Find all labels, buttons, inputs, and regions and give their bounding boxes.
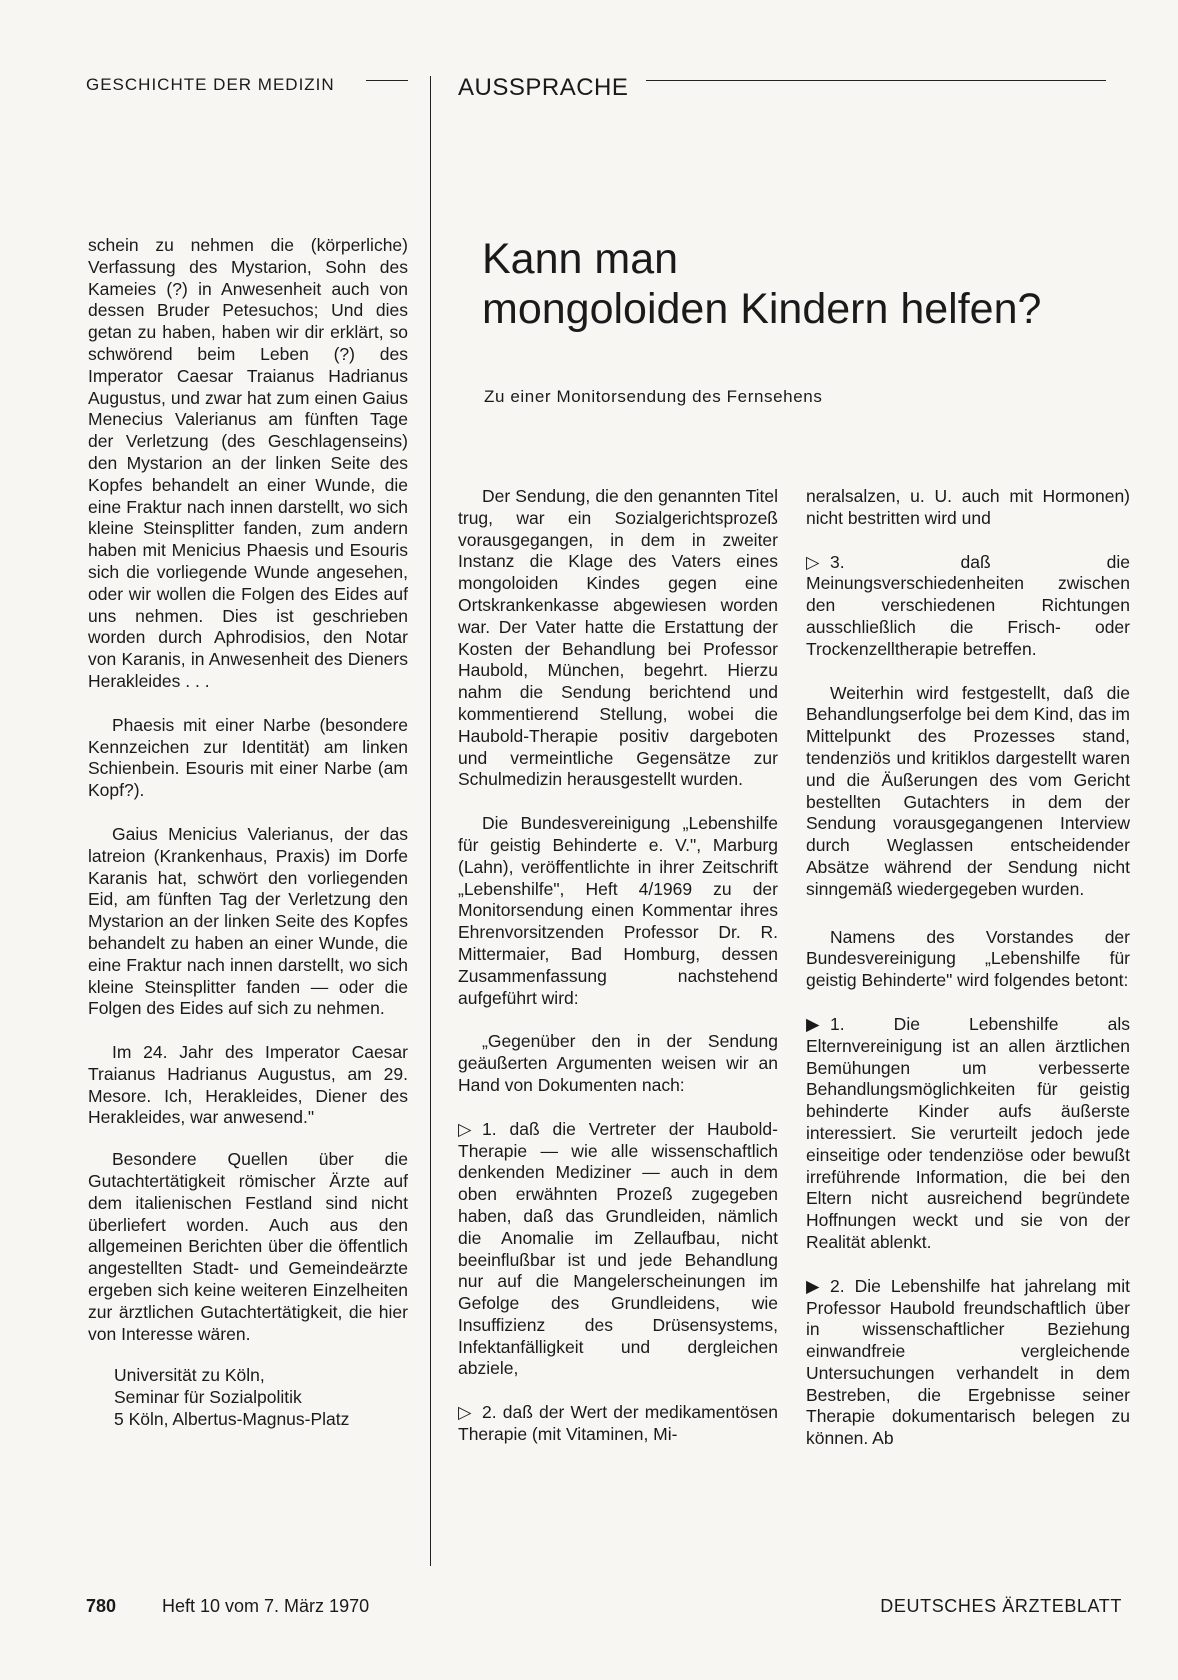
header-rule-left xyxy=(366,80,408,81)
list-item xyxy=(458,1119,778,1381)
column-divider xyxy=(430,76,431,1566)
header-rule-right xyxy=(646,80,1106,81)
list-item xyxy=(806,552,1130,661)
right-column xyxy=(806,486,1130,1450)
paragraph: „Gegenüber den in der Sendung geäußerten Argumenten weisen wir an Hand von Dokumenten nach: xyxy=(458,1031,778,1095)
article-title xyxy=(482,234,1122,334)
address-line: 5 Köln, Albertus-Magnus-Platz xyxy=(114,1409,350,1430)
paragraph: Weiterhin wird festgestellt, daß die Behandlungserfolge bei dem Kind, das im Mittelpunkt des Prozesses stand, tendenziös und kritiklos dargestellt waren und die Äußerungen des vom Gericht bestellten Gutachters in dem der Sendung vorausgegangenen Interview durch Weglassen entscheidender Absätze während der Sendung nicht sinngemäß wiedergegeben wurden. xyxy=(806,682,1130,899)
outline-triangle-icon: ▷ xyxy=(806,551,820,572)
address-line: Universität zu Köln, xyxy=(114,1365,265,1386)
list-item-text: 2. Die Lebenshilfe hat jahrelang mit Professor Haubold freundschaftlich über in wissenschaftlicher Beziehung einwandfreie vergleichende Untersuchungen verhandelt in dem Bestreben, die Ergebnisse seiner Therapie dokumentarisch belegen zu können. Ab xyxy=(806,1275,1130,1449)
address-line: Seminar für Sozialpolitik xyxy=(114,1387,302,1408)
paragraph: neralsalzen, u. U. auch mit Hormonen) nicht bestritten wird und xyxy=(806,486,1130,528)
paragraph: Gaius Menicius Valerianus, der das latreion (Krankenhaus, Praxis) im Dorfe Karanis hat, schwört den vorliegenden Eid, am fünften Tag der Verletzung den Mystarion an der linken Seite des Kopfes behandelt zu haben an einer Wunde, die eine Fraktur nach innen darstellt, wo sich kleine Steinsplitter fanden — oder die Folgen des Eides auf sich zu nehmen. xyxy=(88,823,408,1019)
author-address xyxy=(88,1365,408,1430)
paragraph: Phaesis mit einer Narbe (besondere Kennzeichen zur Identität) am linken Schienbein. Esouris mit einer Narbe (am Kopf?). xyxy=(88,714,408,801)
solid-triangle-icon: ▶ xyxy=(806,1275,820,1296)
title-line: Kann man xyxy=(482,235,679,283)
paragraph: Der Sendung, die den genannten Titel trug, war ein Sozialgerichtsprozeß vorausgegangen, in dem in zweiter Instanz die Klage des Vaters eines mongoloiden Kindes gegen eine Ortskrankenkasse abgewiesen worden war. Der Vater hatte die Erstattung der Kosten der Behandlung bei Professor Haubold, München, begehrt. Hierzu nahm die Sendung berichtend und kommentierend Stellung, wobei die Haubold-Therapie positiv dargeboten und vermeintliche Gegensätze zur Schulmedizin herausgestellt wurden. xyxy=(458,486,778,790)
list-item-text: 3. daß die Meinungsverschiedenheiten zwischen den verschiedenen Richtungen ausschließlich die Frisch- oder Trockenzelltherapie betreffen. xyxy=(806,551,1130,659)
list-item-text: 2. daß der Wert der medikamentösen Therapie (mit Vitaminen, Mi- xyxy=(458,1402,778,1445)
list-item xyxy=(806,1014,1130,1254)
outline-triangle-icon: ▷ xyxy=(458,1118,472,1139)
list-item xyxy=(458,1402,778,1446)
solid-triangle-icon: ▶ xyxy=(806,1013,820,1034)
section-heading-history-of-medicine: GESCHICHTE DER MEDIZIN xyxy=(86,75,335,94)
left-column xyxy=(88,235,408,1431)
paragraph: schein zu nehmen die (körperliche) Verfassung des Mystarion, Sohn des Kameies (?) in Anwesenheit auch von dessen Bruder Petesuchos; Und dies getan zu haben, haben wir dir erklärt, so schwörend beim Leben (?) des Imperator Caesar Traianus Hadrianus Augustus, und zwar hat zum einen Gaius Menecius Valerianus am fünften Tage der Verletzung (des Geschlagenseins) den Mystarion an der linken Seite des Kopfes behandelt an einer Wunde, die eine Fraktur nach innen darstellt, wo sich kleine Steinsplitter fanden, zum andern haben mit Menicius Phaesis und Esouris sich die vorliegende Wunde angesehen, oder wir wollen die Folgen des Eides auf uns nehmen. Dies ist geschrieben worden durch Aphrodisios, den Notar von Karanis, in Anwesenheit des Dieners Herakleides . . . xyxy=(88,235,408,691)
page-number: 780 xyxy=(86,1596,117,1616)
issue-info: Heft 10 vom 7. März 1970 xyxy=(162,1596,370,1616)
magazine-name: DEUTSCHES ÄRZTEBLATT xyxy=(880,1596,1122,1616)
list-item-text: 1. daß die Vertreter der Haubold-Therapie — wie alle wissenschaftlich denkenden Mediziner — auch in dem oben erwähnten Prozeß zugegeben haben, daß das Grundleiden, nämlich die Anomalie im Zellaufbau, nicht beeinflußbar ist und jede Behandlung nur auf die Mangelerscheinungen im Gefolge des Grundleidens, wie Insuffizienz des Drüsensystems, Infektanfälligkeit und dergleichen abziele, xyxy=(458,1118,778,1379)
paragraph: Namens des Vorstandes der Bundesvereinigung „Lebenshilfe für geistig Behinderte" wird folgendes betont: xyxy=(806,926,1130,991)
article-subtitle: Zu einer Monitorsendung des Fernsehens xyxy=(484,387,823,406)
title-line: mongoloiden Kindern helfen? xyxy=(482,285,1042,333)
paragraph: Besondere Quellen über die Gutachtertätigkeit römischer Ärzte auf dem italienischen Festland sind nicht überliefert worden. Auch aus den allgemeinen Berichten über die öffentlich angestellten Stadt- und Gemeindeärzte ergeben sich keine weiteren Einzelheiten zur ärztlichen Gutachtertätigkeit, die hier von Interesse wären. xyxy=(88,1149,408,1344)
list-item xyxy=(806,1276,1130,1450)
paragraph: Die Bundesvereinigung „Lebenshilfe für geistig Behinderte e. V.", Marburg (Lahn), veröffentlichte in ihrer Zeitschrift „Lebenshilfe", Heft 4/1969 zu der Monitorsendung einen Kommentar ihres Ehrenvorsitzenden Professor Dr. R. Mittermaier, Bad Homburg, dessen Zusammenfassung nachstehend aufgeführt wird: xyxy=(458,813,778,1008)
section-heading-discussion: AUSSPRACHE xyxy=(458,74,629,101)
paragraph: Im 24. Jahr des Imperator Caesar Traianus Hadrianus Augustus, am 29. Mesore. Ich, Herakleides, Diener des Herakleides, war anwesend." xyxy=(88,1042,408,1128)
list-item-text: 1. Die Lebenshilfe als Elternvereinigung ist an allen ärztlichen Bemühungen um verbesserte Behandlungsmöglichkeiten für geistig behinderte Kinder aufs äußerste interessiert. Sie verurteilt jedoch jede einseitige oder tendenziöse oder bewußt irreführende Information, die bei den Eltern nicht ausreichend begründete Hoffnungen weckt und sie von der Realität ablenkt. xyxy=(806,1013,1130,1252)
middle-column xyxy=(458,486,778,1446)
outline-triangle-icon: ▷ xyxy=(458,1402,472,1423)
